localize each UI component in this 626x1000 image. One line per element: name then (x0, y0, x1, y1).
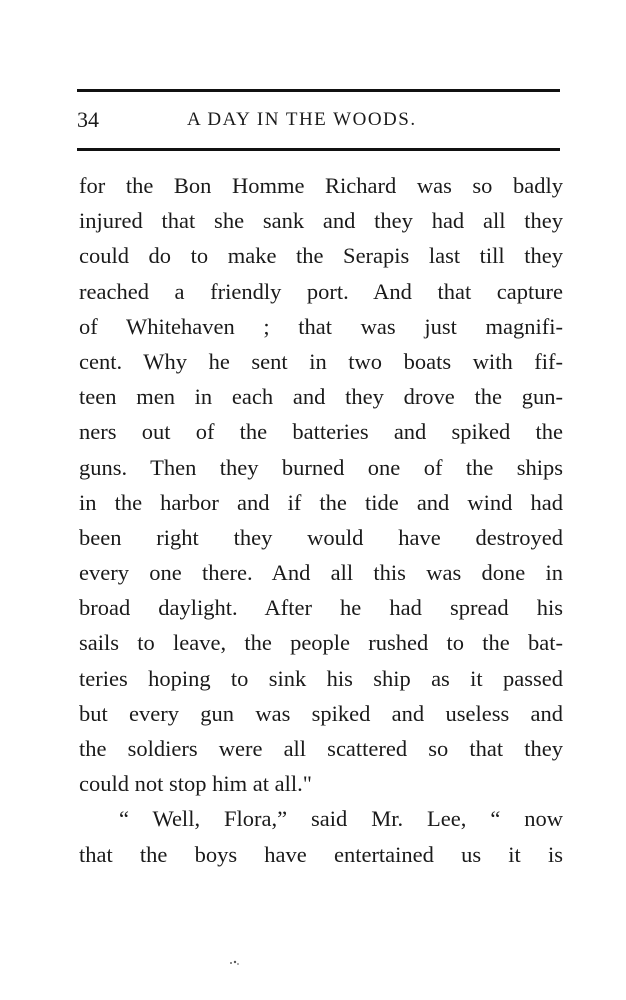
text-line: could not stop him at all." (79, 771, 312, 797)
text-line: every one there. And all this was done in (79, 560, 563, 586)
text-line: ners out of the batteries and spiked the (79, 419, 563, 445)
running-title: A DAY IN THE WOODS. (187, 109, 417, 130)
text-line: could do to make the Serapis last till they (79, 243, 563, 269)
text-line: of Whitehaven ; that was just magnifi- (79, 313, 563, 339)
text-line: sails to leave, the people rushed to the bat- (79, 630, 563, 656)
header-rule-bottom (77, 148, 560, 151)
text-line: guns. Then they burned one of the ships (79, 454, 563, 480)
page-number: 34 (77, 107, 99, 132)
text-line: “ Well, Flora,” said Mr. Lee, “ now (119, 806, 563, 832)
text-line: been right they would have destroyed (79, 524, 563, 550)
text-line: in the harbor and if the tide and wind had (79, 489, 563, 515)
body-text (79, 168, 563, 872)
text-line: broad daylight. After he had spread his (79, 595, 563, 621)
text-line: injured that she sank and they had all they (79, 208, 563, 234)
text-line: that the boys have entertained us it is (79, 841, 563, 867)
text-line: teries hoping to sink his ship as it passed (79, 665, 563, 691)
text-line: the soldiers were all scattered so that they (79, 736, 563, 761)
text-line: but every gun was spiked and useless and (79, 700, 563, 726)
text-line: for the Bon Homme Richard was so badly (79, 173, 563, 198)
running-head (77, 104, 560, 136)
text-line: reached a friendly port. And that capture (79, 278, 563, 304)
header-rule-top (77, 89, 560, 92)
text-line: teen men in each and they drove the gun- (79, 384, 563, 410)
text-line: cent. Why he sent in two boats with fif- (79, 348, 563, 374)
ink-speck (229, 960, 241, 966)
